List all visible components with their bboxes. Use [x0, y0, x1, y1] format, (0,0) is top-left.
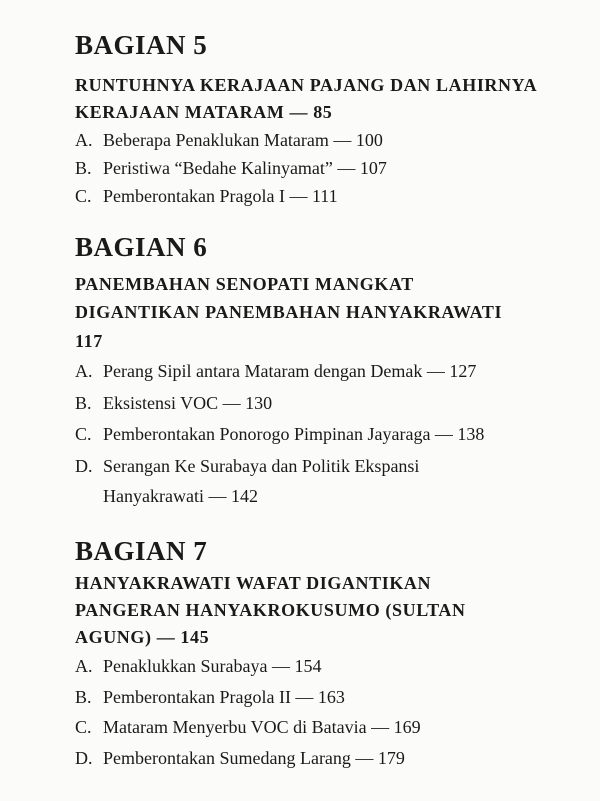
item-letter: A. — [75, 656, 93, 676]
section-7-item-a — [75, 656, 321, 677]
section-5-heading: BAGIAN 5 — [75, 30, 208, 60]
section-6-chapter-line-3: 117 — [75, 331, 103, 351]
section-5-item-b — [75, 158, 387, 179]
section-6-chapter-line-1: PANEMBAHAN SENOPATI MANGKAT — [75, 274, 414, 294]
item-text: Serangan Ke Surabaya dan Politik Ekspansi — [103, 456, 420, 476]
item-letter: B. — [75, 393, 92, 413]
section-6-item-d — [75, 456, 419, 477]
item-text: Mataram Menyerbu VOC di Batavia — 169 — [103, 717, 421, 737]
item-text: Pemberontakan Sumedang Larang — 179 — [103, 748, 405, 768]
section-7-item-c — [75, 717, 421, 738]
section-5-chapter-line-2: KERAJAAN MATARAM — 85 — [75, 102, 333, 122]
section-6-item-c — [75, 424, 484, 445]
item-letter: C. — [75, 424, 92, 444]
item-text: Pemberontakan Pragola I — 111 — [103, 186, 338, 206]
item-text: Pemberontakan Ponorogo Pimpinan Jayaraga — 138 — [103, 424, 485, 444]
section-5-chapter-line-1: RUNTUHNYA KERAJAAN PAJANG DAN LAHIRNYA — [75, 75, 538, 95]
item-letter: C. — [75, 717, 92, 737]
item-letter: D. — [75, 748, 93, 768]
section-5-item-a — [75, 130, 383, 151]
section-7-chapter-line-1: HANYAKRAWATI WAFAT DIGANTIKAN — [75, 573, 432, 593]
item-letter: A. — [75, 361, 93, 381]
section-6-item-b — [75, 393, 272, 414]
item-text: Perang Sipil antara Mataram dengan Demak — 127 — [103, 361, 477, 381]
item-text: Penaklukkan Surabaya — 154 — [103, 656, 322, 676]
section-6-item-a — [75, 361, 476, 382]
section-6-chapter-line-2: DIGANTIKAN PANEMBAHAN HANYAKRAWATI — [75, 302, 503, 322]
section-7-item-b — [75, 687, 345, 708]
item-text: Beberapa Penaklukan Mataram — 100 — [103, 130, 383, 150]
item-letter: A. — [75, 130, 93, 150]
section-7-chapter-line-3: AGUNG) — 145 — [75, 627, 210, 647]
item-text: Peristiwa “Bedahe Kalinyamat” — 107 — [103, 158, 387, 178]
section-7-chapter-line-2: PANGERAN HANYAKROKUSUMO (SULTAN — [75, 600, 466, 620]
section-7-item-d — [75, 748, 405, 769]
section-7-heading: BAGIAN 7 — [75, 536, 208, 566]
section-6-heading: BAGIAN 6 — [75, 232, 208, 262]
item-letter: B. — [75, 158, 92, 178]
section-6-item-d-continuation: Hanyakrawati — 142 — [103, 486, 258, 506]
item-text: Eksistensi VOC — 130 — [103, 393, 273, 413]
section-5-item-c — [75, 186, 338, 207]
item-letter: C. — [75, 186, 92, 206]
item-letter: B. — [75, 687, 92, 707]
item-letter: D. — [75, 456, 93, 476]
item-text: Pemberontakan Pragola II — 163 — [103, 687, 345, 707]
